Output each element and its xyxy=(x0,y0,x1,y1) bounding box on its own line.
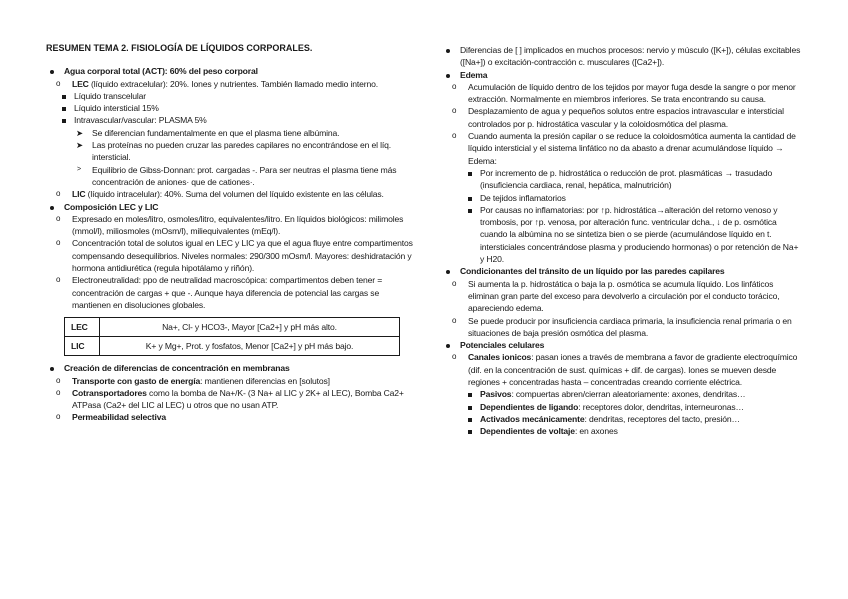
bullet-icon xyxy=(446,49,450,53)
composicion-item: o Concentración total de solutos igual en LEC y LIC ya que el agua fluye entre compartimentos compensando desequilibrios. Niveles normales: 290/300 mOsm/l. Mayores: deshidratación y hormona antidiurética (regula hipotálamo y riñón). xyxy=(56,238,413,274)
lec-item: o LEC (líquido extracelular): 20%. Iones y nutrientes. También llamado medio interno. xyxy=(56,78,379,89)
plasma-note: ˃ Equilibrio de Gibss-Donnan: prot. cargadas -. Para ser neutras el plasma tiene más concentración de aniones· que de cationes·. xyxy=(77,164,397,187)
table-value: Na+, Cl- y HCO3-, Mayor [Ca2+] y pH más alto. xyxy=(100,318,400,337)
square-bullet-icon xyxy=(62,119,66,123)
edema-heading: Edema xyxy=(442,69,804,81)
edema-item: o Cuando aumenta la presión capilar o se reduce la coloidosmótica aumenta la cantidad de líquido intersticial y el sistema linfático no da abasto a drenar acumulándose líquido → Edema: xyxy=(452,131,796,166)
page-title: RESUMEN TEMA 2. FISIOLOGÍA DE LÍQUIDOS CORPORALES. xyxy=(46,43,313,53)
composicion-item: o Electroneutralidad: ppo de neutralidad macroscópica: compartimentos deben tener = concentración de cargas + que -. Aunque haya diferencia de potencial las cargas se mantienen en disoluciones globales. xyxy=(56,275,383,310)
diferencias-item: Diferencias de [ ] implicados en muchos procesos: nervio y músculo ([K+]), células excitables ([Na+]) o excitación-contracción c. musculares ([Ca2+]). xyxy=(442,44,804,69)
circle-bullet-icon: o xyxy=(56,275,61,285)
circle-bullet-icon: o xyxy=(56,238,61,248)
circle-bullet-icon: o xyxy=(56,412,61,422)
creacion-item: o Cotransportadores como la bomba de Na+/K- (3 Na+ al LIC y 2K+ al LEC), Bomba Ca2+ ATPasa (Ca2+ del LIC al LEC) u otros que no usan ATP. xyxy=(56,387,404,411)
bullet-icon xyxy=(446,74,450,78)
canal-type: Dependientes de voltaje: en axones xyxy=(442,425,804,437)
square-bullet-icon xyxy=(62,95,66,99)
composicion-heading: Composición LEC y LIC xyxy=(46,201,418,213)
bullet-icon xyxy=(446,270,450,274)
circle-bullet-icon: o xyxy=(56,189,61,199)
circle-bullet-icon: o xyxy=(56,213,61,223)
lec-subitem: Líquido intersticial 15% xyxy=(46,102,418,114)
square-bullet-icon xyxy=(468,209,472,213)
table-key: LIC xyxy=(65,337,100,356)
square-bullet-icon xyxy=(468,172,472,176)
potenciales-heading: Potenciales celulares xyxy=(442,339,804,351)
bullet-icon xyxy=(50,70,54,74)
creacion-item: o Permeabilidad selectiva xyxy=(56,412,166,423)
square-bullet-icon xyxy=(468,406,472,410)
left-column xyxy=(46,42,418,424)
square-bullet-icon xyxy=(62,107,66,111)
circle-bullet-icon: o xyxy=(452,131,457,141)
lec-subitem: Líquido transcelular xyxy=(46,90,418,102)
small-arrow-bullet-icon: ˃ xyxy=(77,165,81,173)
plasma-note: ➤ Las proteínas no pueden cruzar las paredes capilares no encontrándose en el líq. intersticial. xyxy=(76,140,392,163)
canal-type: Pasivos: compuertas abren/cierran aleatoriamente: axones, dendritas… xyxy=(442,388,804,400)
circle-bullet-icon: o xyxy=(452,315,457,325)
bullet-icon xyxy=(50,206,54,210)
table-key: LEC xyxy=(65,318,100,337)
plasma-note: ➤ Se diferencian fundamentalmente en que el plasma tiene albúmina. xyxy=(76,127,340,138)
arrow-bullet-icon: ➤ xyxy=(76,140,84,151)
table-value: K+ y Mg+, Prot. y fosfatos, Menor [Ca2+] y pH más bajo. xyxy=(100,337,400,356)
arrow-bullet-icon: ➤ xyxy=(76,127,84,138)
circle-bullet-icon: o xyxy=(452,81,457,91)
right-column xyxy=(442,44,804,438)
canal-type: Dependientes de ligando: receptores dolor, dendritas, interneuronas… xyxy=(442,401,804,413)
table-row xyxy=(65,318,400,337)
square-bullet-icon xyxy=(468,430,472,434)
circle-bullet-icon: o xyxy=(452,278,457,288)
condicionantes-item: o Se puede producir por insuficiencia cardiaca primaria, la insuficiencia renal primaria o en situaciones de baja presión osmótica del plasma. xyxy=(452,315,792,338)
bullet-icon xyxy=(50,367,54,371)
ion-table xyxy=(64,317,400,356)
circle-bullet-icon: o xyxy=(56,78,61,88)
lec-subitem: Intravascular/vascular: PLASMA 5% xyxy=(46,114,418,126)
composicion-item: o Expresado en moles/litro, osmoles/litro, equivalentes/litro. En líquidos biológicos: milimoles (mmol/l), miliosmoles (mOsm/l), miliequivalentes (mEq/l). xyxy=(56,213,404,237)
act-heading: Agua corporal total (ACT): 60% del peso corporal xyxy=(46,65,418,77)
condicionantes-heading: Condicionantes del tránsito de un líquido por las paredes capilares xyxy=(442,265,804,277)
circle-bullet-icon: o xyxy=(56,375,61,385)
canales-item: o Canales ionicos: pasan iones a través de membrana a favor de gradiente electroquímico (dif. en la concentración de sust. químicas + dif. de cargas). Iones se mueven desde regiones + concentradas hasta – concentradas creando corriente eléctrica. xyxy=(452,352,798,388)
square-bullet-icon xyxy=(468,393,472,397)
edema-subitem: Por causas no inflamatorias: por ↑p. hidrostática→alteración del retorno venoso y trombosis, por ↑p. venosa, por alteración func. ventricular dcha., ↓ de p. osmótica cuando la albúmina no se sintetiza bien o se pierde (acumulándose líquido en t. intersticiales concentrándose plasma y produciendo hormonas) o por retención de Na+ y H20. xyxy=(442,204,804,265)
circle-bullet-icon: o xyxy=(452,106,457,116)
edema-subitem: Por incremento de p. hidrostática o reducción de prot. plasmáticas → trasudado (insuficiencia cardiaca, renal, hepática, malnutrición) xyxy=(442,167,804,192)
lic-item: o LIC (líquido intracelular): 40%. Suma del volumen del líquido existente en las células. xyxy=(56,189,384,200)
edema-item: o Desplazamiento de agua y pequeños solutos entre espacios intravascular e intersticial controlados por p. hidrostática vascular y la coloidosmótica del plasma. xyxy=(452,106,784,129)
bullet-icon xyxy=(446,344,450,348)
edema-subitem: De tejidos inflamatorios xyxy=(442,192,804,204)
square-bullet-icon xyxy=(468,197,472,201)
creacion-heading: Creación de diferencias de concentración en membranas xyxy=(46,362,418,374)
square-bullet-icon xyxy=(468,418,472,422)
canal-type: Activados mecánicamente: dendritas, receptores del tacto, presión… xyxy=(442,413,804,425)
edema-item: o Acumulación de líquido dentro de los tejidos por mayor fuga desde la sangre o por menor extracción. Normalmente en miembros inferiores. Se trata encontrando su causa. xyxy=(452,81,796,105)
creacion-item: o Transporte con gasto de energía: mantienen diferencias en [solutos] xyxy=(56,375,330,386)
table-row xyxy=(65,337,400,356)
circle-bullet-icon: o xyxy=(56,387,61,397)
circle-bullet-icon: o xyxy=(452,352,457,362)
condicionantes-item: o Si aumenta la p. hidrostática o baja la p. osmótica se acumula líquido. Los linfáticos eliminan gran parte del exceso para devolverlo a circulación por el conducto torácico, apareciendo edema. xyxy=(452,278,780,314)
